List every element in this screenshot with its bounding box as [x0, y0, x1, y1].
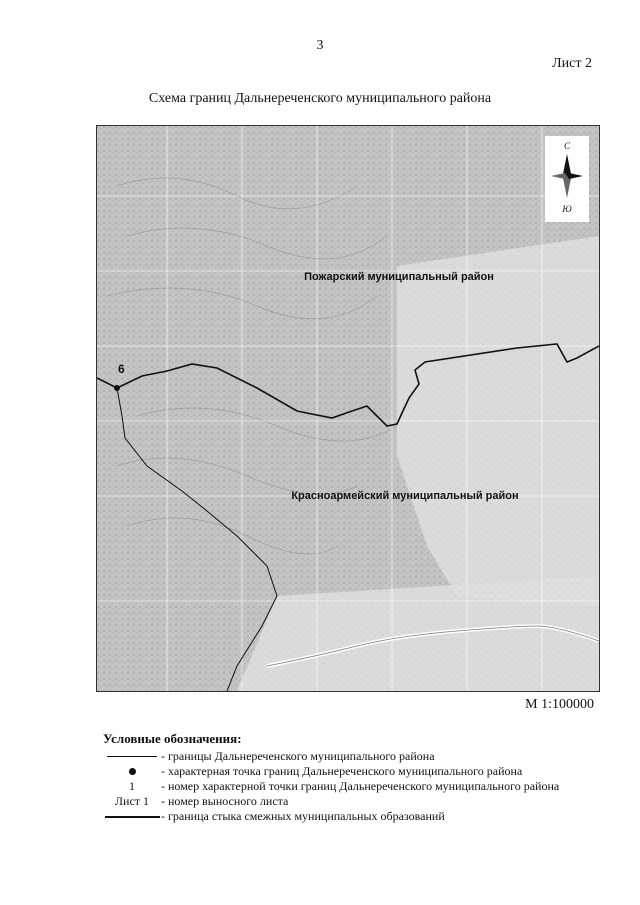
sheet-label: Лист 2 [552, 56, 592, 71]
svg-text:Ю: Ю [562, 204, 572, 214]
map-frame[interactable] [96, 125, 600, 692]
region-label-south: Красноармейский муниципальный район [291, 490, 519, 502]
legend-symbol-bold-line [103, 816, 161, 818]
legend-text: - границы Дальнереченского муниципального района [161, 749, 435, 763]
legend-text: - характерная точка границ Дальнереченского муниципального района [161, 764, 523, 778]
legend [103, 731, 613, 824]
legend-item-district-boundary [103, 749, 613, 764]
legend-item-point-number [103, 779, 613, 794]
boundary-point-label: 6 [118, 362, 125, 376]
legend-text: - граница стыка смежных муниципальных образований [161, 809, 445, 823]
compass-rose-icon [545, 136, 589, 222]
legend-symbol-sheet: Лист 1 [114, 794, 150, 808]
svg-text:С: С [563, 141, 571, 151]
legend-symbol-thin-line [103, 756, 161, 757]
boundary-point-marker [114, 385, 120, 391]
legend-symbol-number: 1 [129, 779, 135, 793]
map-canvas [97, 126, 599, 691]
legend-item-sheet-number [103, 794, 613, 809]
map-scale: М 1:100000 [525, 697, 594, 712]
legend-text: - номер выносного листа [161, 794, 289, 808]
region-label-north: Пожарский муниципальный район [304, 271, 494, 283]
legend-item-adjacent-boundary [103, 809, 613, 824]
legend-item-boundary-point [103, 764, 613, 779]
map-title: Схема границ Дальнереченского муниципального района [148, 91, 492, 106]
page-number: 3 [316, 38, 324, 53]
legend-text: - номер характерной точки границ Дальнереченского муниципального района [161, 779, 560, 793]
legend-title: Условные обозначения: [103, 731, 242, 746]
legend-symbol-dot [103, 768, 161, 775]
